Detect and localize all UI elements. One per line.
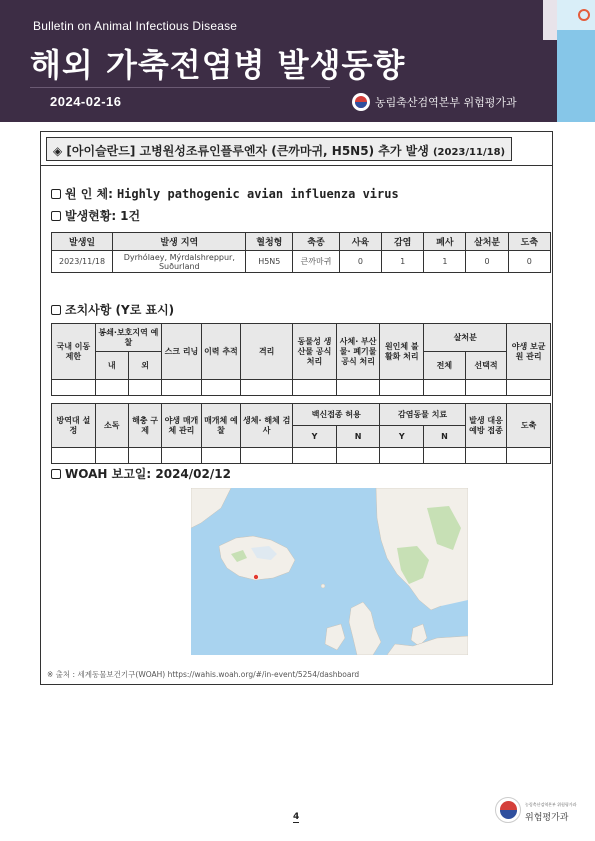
table-spacer <box>52 396 551 404</box>
checkbox-square-icon <box>51 211 61 221</box>
section-title-box <box>46 137 512 161</box>
col-header: 살처분 <box>466 233 508 251</box>
issue-date: 2024-02-16 <box>50 94 122 109</box>
content-box <box>40 131 553 685</box>
cause-value: Highly pathogenic avian influenza virus <box>116 186 399 201</box>
checkbox-square-icon <box>51 189 61 199</box>
col-header: 봉쇄·보호지역 예찰 <box>95 324 162 352</box>
col-header: 매개체 예찰 <box>201 404 241 448</box>
col-header: N <box>336 426 380 448</box>
col-header: 축종 <box>293 233 340 251</box>
checkbox-square-icon <box>51 469 61 479</box>
col-header: 사체· 부산물· 폐기물 공식 처리 <box>336 324 380 380</box>
table-cell <box>424 448 466 464</box>
status-line <box>51 207 140 224</box>
page-title: 해외 가축전염병 발생동향 <box>30 46 406 84</box>
col-header: 국내 이동 제한 <box>52 324 96 380</box>
outbreak-map[interactable] <box>191 488 468 655</box>
circle-mark-icon <box>578 9 590 21</box>
table-cell <box>465 448 507 464</box>
col-header: 스크 리닝 <box>162 324 202 380</box>
table-cell: 큰까마귀 <box>293 251 340 273</box>
woah-line <box>51 465 231 482</box>
col-header: 야생 보균원 관리 <box>507 324 551 380</box>
table-row <box>52 380 551 396</box>
table-cell: 1 <box>382 251 424 273</box>
col-header: 야생 매개체 관리 <box>162 404 202 448</box>
table-cell <box>293 380 337 396</box>
col-header: 격리 <box>241 324 293 380</box>
table-cell <box>293 448 337 464</box>
col-header: 발생 지역 <box>113 233 246 251</box>
table-cell: 1 <box>424 251 466 273</box>
table-cell: 0 <box>466 251 508 273</box>
table-cell <box>336 448 380 464</box>
col-header: 원인체 불활화 처리 <box>380 324 424 380</box>
table-cell <box>380 380 424 396</box>
col-header: 내 <box>95 352 128 380</box>
col-header: 혈청형 <box>246 233 293 251</box>
table-cell: Dyrhólaey, Mýrdalshreppur, Suðurland <box>113 251 246 273</box>
table-cell <box>241 380 293 396</box>
woah-label: WOAH 보고일: 2024/02/12 <box>65 467 231 481</box>
footer-org: 농림축산검역본부 위험평가과 <box>525 802 577 807</box>
col-header: 선택적 <box>465 352 507 380</box>
org-name: 농림축산검역본부 위험평가과 <box>375 96 517 109</box>
outbreak-table <box>51 232 551 273</box>
col-header: 외 <box>128 352 161 380</box>
table-cell <box>336 380 380 396</box>
checkbox-square-icon <box>51 305 61 315</box>
col-header: 동물성 생산물 공식 처리 <box>293 324 337 380</box>
section-date: (2023/11/18) <box>432 147 506 158</box>
measures-line <box>51 301 174 318</box>
table-cell: H5N5 <box>246 251 293 273</box>
col-header: 도축 <box>507 404 551 448</box>
col-header: 이력 추적 <box>201 324 241 380</box>
col-header: 사육 <box>339 233 381 251</box>
measures-label: 조치사항 (Y로 표시) <box>65 303 175 317</box>
col-header: 폐사 <box>424 233 466 251</box>
table-cell <box>507 448 551 464</box>
outbreak-marker-icon[interactable] <box>254 575 259 580</box>
section-header <box>41 132 552 166</box>
header-tab <box>543 0 557 40</box>
table-cell: 0 <box>339 251 381 273</box>
col-header: 감염동물 치료 <box>380 404 465 426</box>
col-header: Y <box>293 426 337 448</box>
col-header: 발생 대응 예방 접종 <box>465 404 507 448</box>
table-cell <box>507 380 551 396</box>
col-header: 방역대 설정 <box>52 404 96 448</box>
table-cell <box>241 448 293 464</box>
table-cell <box>128 448 161 464</box>
col-header: Y <box>380 426 424 448</box>
table-cell <box>95 448 128 464</box>
page-number: 4 <box>293 812 300 822</box>
table-cell <box>424 380 466 396</box>
table-cell <box>52 448 96 464</box>
section-title: ◈ [아이슬란드] 고병원성조류인플루엔자 (큰까마귀, H5N5) 추가 발생 <box>53 144 429 158</box>
table-cell <box>162 448 202 464</box>
table-cell <box>465 380 507 396</box>
status-value: 1건 <box>120 209 141 223</box>
org-block <box>352 93 517 111</box>
source-note: ※ 출처 : 세계동물보건기구(WOAH) https://wahis.woah.org/#/in-event/5254/dashboard <box>47 670 360 679</box>
table-row <box>52 448 551 464</box>
table-cell <box>52 380 96 396</box>
col-header: 감염 <box>382 233 424 251</box>
table-cell: 0 <box>508 251 550 273</box>
measures-table <box>51 323 551 464</box>
footer-dept: 위험평가과 <box>525 813 569 823</box>
status-label: 발생현황: <box>65 209 117 223</box>
footer-logo-icon <box>495 797 521 823</box>
header-divider <box>30 87 330 88</box>
col-header: N <box>424 426 466 448</box>
cause-label: 원 인 체: <box>65 187 113 201</box>
table-cell <box>380 448 424 464</box>
table-row <box>52 251 551 273</box>
col-header: 해충 구제 <box>128 404 161 448</box>
map-graphic <box>191 488 468 655</box>
org-logo-icon <box>352 93 370 111</box>
col-header: 도축 <box>508 233 550 251</box>
table-cell <box>95 380 128 396</box>
cause-line <box>51 185 399 202</box>
table-cell <box>162 380 202 396</box>
col-header: 백신접종 허용 <box>293 404 380 426</box>
table-cell <box>201 380 241 396</box>
table-header-row <box>52 233 551 251</box>
col-header: 전체 <box>424 352 466 380</box>
table-cell <box>201 448 241 464</box>
table-cell <box>128 380 161 396</box>
col-header: 소독 <box>95 404 128 448</box>
col-header: 살처분 <box>424 324 507 352</box>
col-header: 생체· 해체 검사 <box>241 404 293 448</box>
table-cell: 2023/11/18 <box>52 251 113 273</box>
col-header: 발생일 <box>52 233 113 251</box>
bulletin-label: Bulletin on Animal Infectious Disease <box>33 19 238 33</box>
